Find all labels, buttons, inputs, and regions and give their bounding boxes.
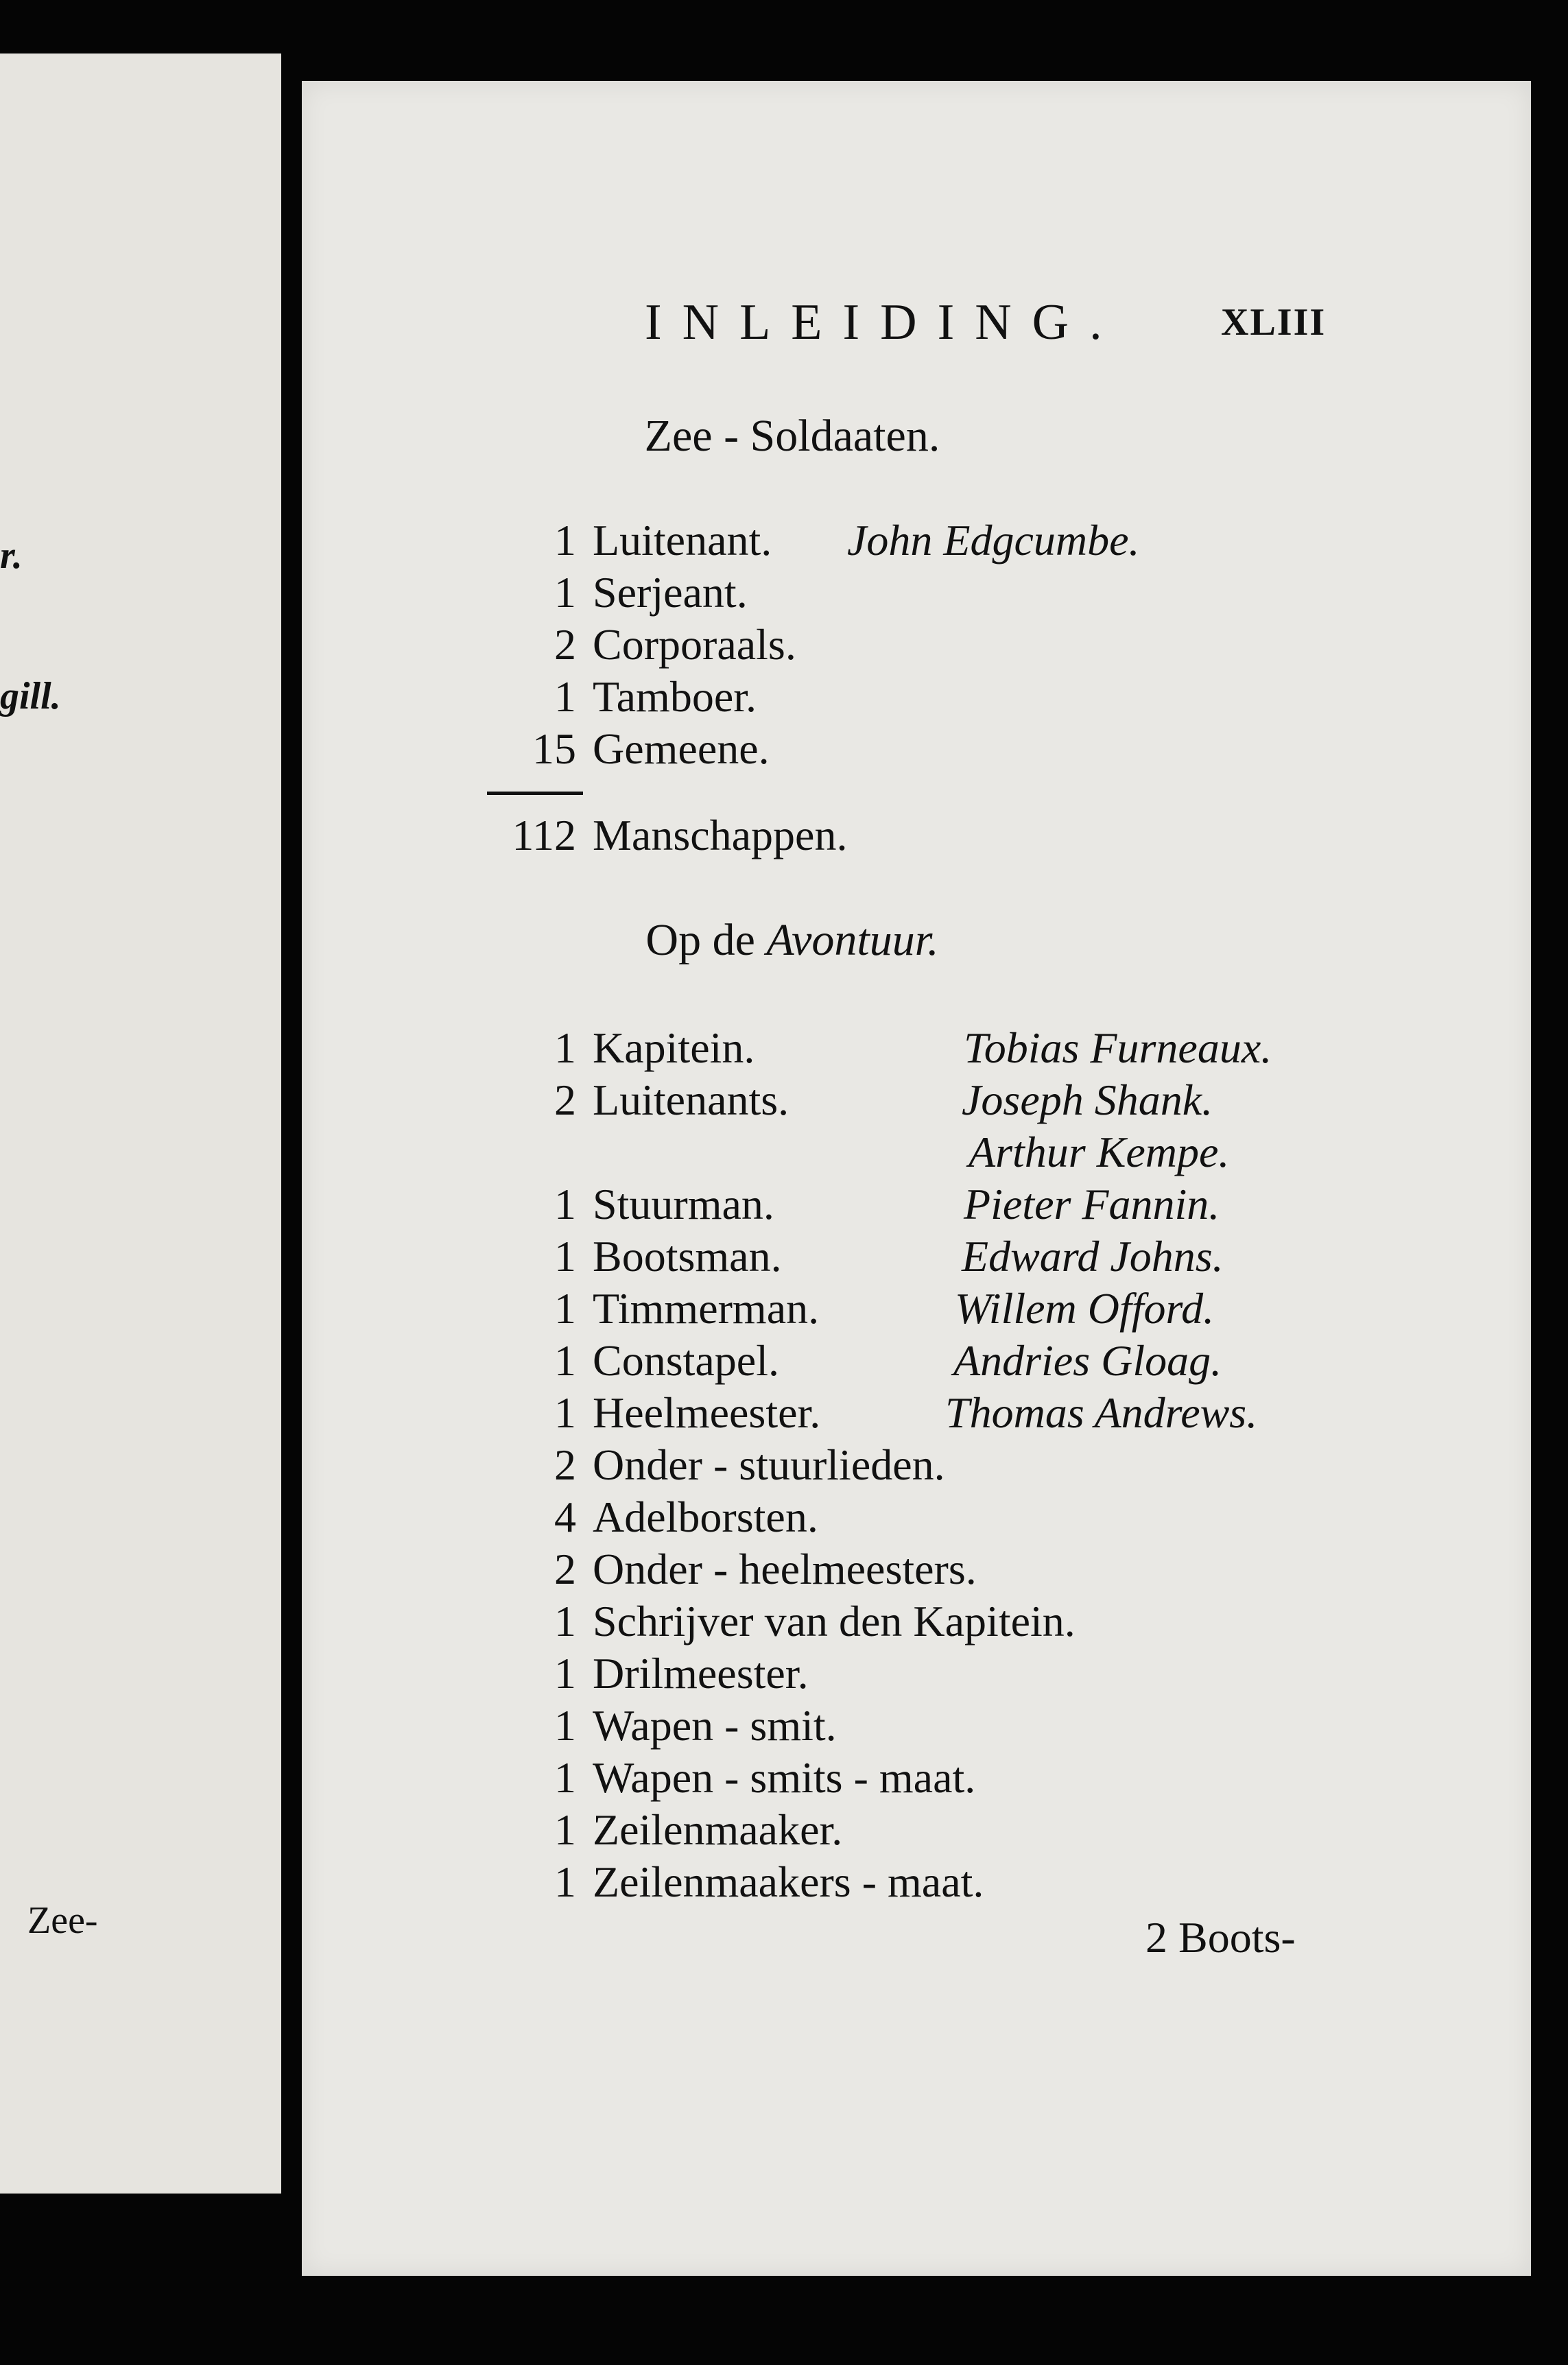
rank: Luitenants.: [593, 1075, 789, 1124]
list-row: [302, 565, 1531, 620]
count: 1: [554, 1753, 576, 1802]
list-row: [302, 1021, 1531, 1075]
total-count: 112: [512, 811, 576, 859]
rank: Kapitein.: [593, 1023, 755, 1072]
rank: Constapel.: [593, 1336, 779, 1385]
person-name: Andries Gloag.: [953, 1336, 1222, 1385]
sum-rule: [487, 792, 583, 795]
running-title: INLEIDING.: [645, 294, 1123, 350]
count: 1: [554, 1388, 576, 1437]
heading-prefix: Op de: [645, 915, 755, 965]
list-row: [302, 1698, 1531, 1753]
list-row: [302, 1073, 1531, 1128]
left-page-catchword: Zee-: [27, 1899, 98, 1942]
list-row: [302, 1750, 1531, 1805]
person-name: Pieter Fannin.: [964, 1180, 1220, 1228]
section-heading-zee-soldaaten: Zee - Soldaaten.: [644, 411, 940, 461]
person-name: Willem Offord.: [955, 1284, 1215, 1333]
left-facing-page: [0, 54, 281, 2194]
count: 4: [554, 1493, 576, 1541]
rank: Onder - heelmeesters.: [593, 1545, 977, 1593]
rank: Gemeene.: [593, 724, 770, 773]
count: 1: [554, 1701, 576, 1750]
rank: Stuurman.: [593, 1180, 774, 1228]
rank: Adelborsten.: [593, 1493, 818, 1541]
person-name: Thomas Andrews.: [945, 1388, 1258, 1437]
count: 1: [554, 1857, 576, 1906]
list-row: [302, 1542, 1531, 1597]
rank: Bootsman.: [593, 1232, 782, 1281]
rank: Luitenant.: [593, 516, 772, 564]
list-row: [302, 1594, 1531, 1649]
count: 1: [554, 672, 576, 721]
left-page-fragment: gill.: [0, 675, 61, 717]
list-row: [302, 513, 1531, 568]
left-page-fragment: r.: [0, 534, 23, 577]
section-heading-avontuur: [302, 914, 1283, 966]
person-name: Tobias Furneaux.: [964, 1023, 1272, 1072]
list-row: [302, 1438, 1531, 1493]
count: 1: [554, 516, 576, 564]
rank: Zeilenmaaker.: [593, 1805, 843, 1854]
count: 1: [554, 1597, 576, 1645]
total-label: Manschappen.: [593, 811, 848, 859]
rank: Heelmeester.: [593, 1388, 821, 1437]
person-name: Edward Johns.: [962, 1232, 1224, 1281]
count: 1: [554, 1336, 576, 1385]
list-row: [302, 1646, 1531, 1701]
book-page: [302, 81, 1531, 2276]
count: 1: [554, 1805, 576, 1854]
rank: Onder - stuurlieden.: [593, 1440, 945, 1489]
rank: Serjeant.: [593, 568, 748, 617]
person-name: John Edgcumbe.: [847, 516, 1140, 564]
list-row: [302, 1855, 1531, 1910]
list-row: [302, 1803, 1531, 1857]
rank: Wapen - smits - maat.: [593, 1753, 976, 1802]
count: 1: [554, 1649, 576, 1698]
list-row: [302, 1281, 1531, 1336]
list-row: [302, 1333, 1531, 1388]
list-row: [302, 617, 1531, 672]
list-row: [302, 1229, 1531, 1284]
count: 2: [554, 1440, 576, 1489]
list-row: [302, 1386, 1531, 1440]
list-row: [302, 669, 1531, 724]
list-row: [302, 1177, 1531, 1232]
list-row: [302, 1125, 1531, 1180]
rank: Drilmeester.: [593, 1649, 809, 1698]
rank: Wapen - smit.: [593, 1701, 837, 1750]
count: 15: [532, 724, 576, 773]
person-name: Joseph Shank.: [962, 1075, 1213, 1124]
count: 1: [554, 1023, 576, 1072]
rank: Corporaals.: [593, 620, 796, 669]
person-name: Arthur Kempe.: [969, 1128, 1230, 1176]
list-row: [302, 1490, 1531, 1545]
rank: Timmerman.: [593, 1284, 820, 1333]
rank: Tamboer.: [593, 672, 757, 721]
page-number: XLIII: [1221, 301, 1327, 344]
rank: Schrijver van den Kapitein.: [593, 1597, 1076, 1645]
catchword: 2 Boots-: [1145, 1913, 1296, 1962]
ship-name: Avontuur.: [766, 915, 939, 965]
count: 2: [554, 1075, 576, 1124]
count: 2: [554, 1545, 576, 1593]
count: 1: [554, 1284, 576, 1333]
list-row: [302, 722, 1531, 776]
total-row: [302, 808, 1531, 863]
count: 2: [554, 620, 576, 669]
rank: Zeilenmaakers - maat.: [593, 1857, 984, 1906]
count: 1: [554, 568, 576, 617]
count: 1: [554, 1232, 576, 1281]
count: 1: [554, 1180, 576, 1228]
